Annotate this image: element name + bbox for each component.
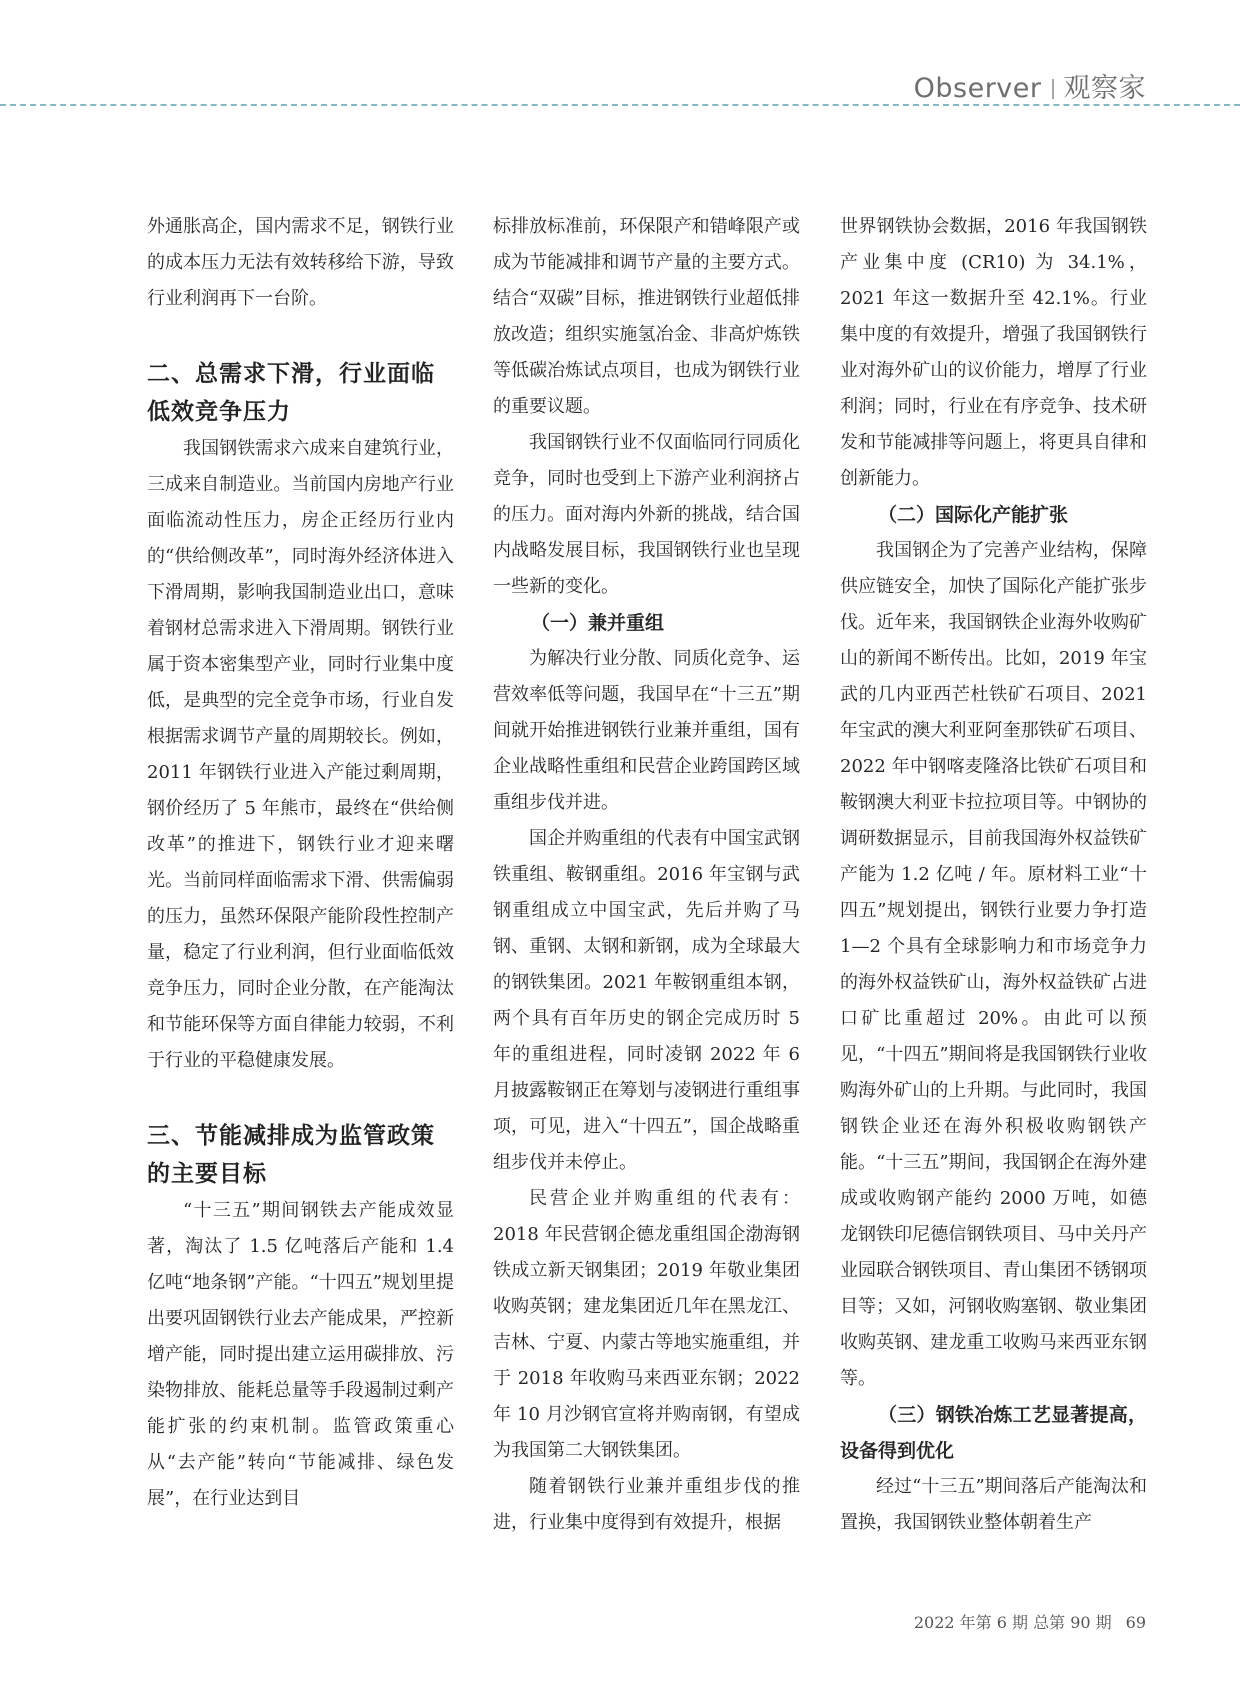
text-column-3 <box>840 209 1147 1541</box>
header-dashed-rule <box>0 104 1240 106</box>
paragraph: 我国钢铁需求六成来自建筑行业，三成来自制造业。当前国内房地产行业面临流动性压力，房企正经历行业内的“供给侧改革”，同时海外经济体进入下滑周期，影响我国制造业出口，意味着钢材总需求进入下滑周期。钢铁行业属于资本密集型产业，同时行业集中度低，是典型的完全竞争市场，行业自发根据需求调节产量的周期较长。例如，2011 年钢铁行业进入产能过剩周期，钢价经历了 5 年熊市，最终在“供给侧改革”的推进下，钢铁行业才迎来曙光。当前同样面临需求下滑、供需偏弱的压力，虽然环保限产能阶段性控制产量，稳定了行业利润，但行业面临低效竞争压力，同时企业分散，在产能淘汰和节能环保等方面自律能力较弱，不利于行业的平稳健康发展。 <box>147 438 454 1071</box>
section-title <box>914 66 1146 105</box>
paragraph: 外通胀高企，国内需求不足，钢铁行业的成本压力无法有效转移给下游，导致行业利润再下一台阶。 <box>147 216 454 309</box>
subsection-heading-1: （一）兼并重组 <box>531 612 665 634</box>
section-heading-3: 三、节能减排成为监管政策的主要目标 <box>147 1123 435 1187</box>
paragraph: 我国钢企为了完善产业结构，保障供应链安全，加快了国际化产能扩张步伐。近年来，我国钢铁企业海外收购矿山的新闻不断传出。比如，2019 年宝武的几内亚西芒杜铁矿石项目、2021 年宝武的澳大利亚阿奎那铁矿石项目、2022 年中钢喀麦隆洛比铁矿石项目和鞍钢澳大利亚卡拉拉项目等。中钢协的调研数据显示，目前我国海外权益铁矿产能为 1.2 亿吨 / 年。原材料工业“十四五”规划提出，钢铁行业要力争打造 1—2 个具有全球影响力和市场竞争力的海外权益铁矿山，海外权益铁矿占进口矿比重超过 20%。由此可以预见，“十四五”期间将是我国钢铁行业收购海外矿山的上升期。与此同时，我国钢铁企业还在海外积极收购钢铁产能。“十三五”期间，我国钢企在海外建成或收购钢产能约 2000 万吨，如德龙钢铁印尼德信钢铁项目、马中关丹产业园联合钢铁项目、青山集团不锈钢项目等；又如，河钢收购塞钢、敬业集团收购英钢、建龙重工收购马来西亚东钢等。 <box>840 540 1147 1389</box>
paragraph: 经过“十三五”期间落后产能淘汰和置换，我国钢铁业整体朝着生产 <box>840 1476 1147 1533</box>
paragraph: 民营企业并购重组的代表有：2018 年民营钢企德龙重组国企渤海钢铁成立新天钢集团；2019 年敬业集团收购英钢；建龙集团近几年在黑龙江、吉林、宁夏、内蒙古等地实施重组，并于 2018 年收购马来西亚东钢；2022 年 10 月沙钢官宣将并购南钢，有望成为我国第二大钢铁集团。 <box>493 1188 800 1461</box>
page-header <box>0 0 1240 106</box>
section-title-cn: 观察家 <box>1063 73 1146 104</box>
subsection-heading-2: （二）国际化产能扩张 <box>878 504 1069 526</box>
paragraph: 为解决行业分散、同质化竞争、运营效率低等问题，我国早在“十三五”期间就开始推进钢铁行业兼并重组，国有企业战略性重组和民营企业跨国跨区域重组步伐并进。 <box>493 648 800 813</box>
issue-info: 2022 年第 6 期 总第 90 期 <box>913 1613 1112 1632</box>
paragraph: 国企并购重组的代表有中国宝武钢铁重组、鞍钢重组。2016 年宝钢与武钢重组成立中国宝武，先后并购了马钢、重钢、太钢和新钢，成为全球最大的钢铁集团。2021 年鞍钢重组本钢，两个具有百年历史的钢企完成历时 5 年的重组进程，同时凌钢 2022 年 6 月披露鞍钢正在筹划与凌钢进行重组事项，可见，进入“十四五”，国企战略重组步伐并未停止。 <box>493 828 800 1173</box>
paragraph: 世界钢铁协会数据，2016 年我国钢铁产业集中度 (CR10) 为 34.1%，2021 年这一数据升至 42.1%。行业集中度的有效提升，增强了我国钢铁行业对海外矿山的议价能力，增厚了行业利润；同时，行业在有序竞争、技术研发和节能减排等问题上，将更具自律和创新能力。 <box>840 216 1147 489</box>
page-footer <box>914 1610 1146 1633</box>
subsection-heading-3: （三）钢铁冶炼工艺显著提高，设备得到优化 <box>840 1404 1147 1462</box>
text-column-1 <box>147 209 454 1517</box>
paragraph: “十三五”期间钢铁去产能成效显著，淘汰了 1.5 亿吨落后产能和 1.4 亿吨“地条钢”产能。“十四五”规划里提出要巩固钢铁行业去产能成果，严控新增产能，同时提出建立运用碳排放、污染物排放、能耗总量等手段遏制过剩产能扩张的约束机制。监管政策重心从“去产能”转向“节能减排、绿色发展”，在行业达到目 <box>147 1200 454 1509</box>
paragraph: 随着钢铁行业兼并重组步伐的推进，行业集中度得到有效提升，根据 <box>493 1476 800 1533</box>
section-title-en: Observer <box>913 73 1042 104</box>
page-number: 69 <box>1125 1613 1146 1632</box>
section-heading-2: 二、总需求下滑，行业面临低效竞争压力 <box>147 361 435 425</box>
paragraph: 标排放标准前，环保限产和错峰限产或成为节能减排和调节产量的主要方式。结合“双碳”目标，推进钢铁行业超低排放改造；组织实施氢冶金、非高炉炼铁等低碳冶炼试点项目，也成为钢铁行业的重要议题。 <box>493 216 800 417</box>
title-separator <box>1052 79 1054 99</box>
text-column-2 <box>493 209 800 1541</box>
paragraph: 我国钢铁行业不仅面临同行同质化竞争，同时也受到上下游产业利润挤占的压力。面对海内外新的挑战，结合国内战略发展目标，我国钢铁行业也呈现一些新的变化。 <box>493 432 800 597</box>
